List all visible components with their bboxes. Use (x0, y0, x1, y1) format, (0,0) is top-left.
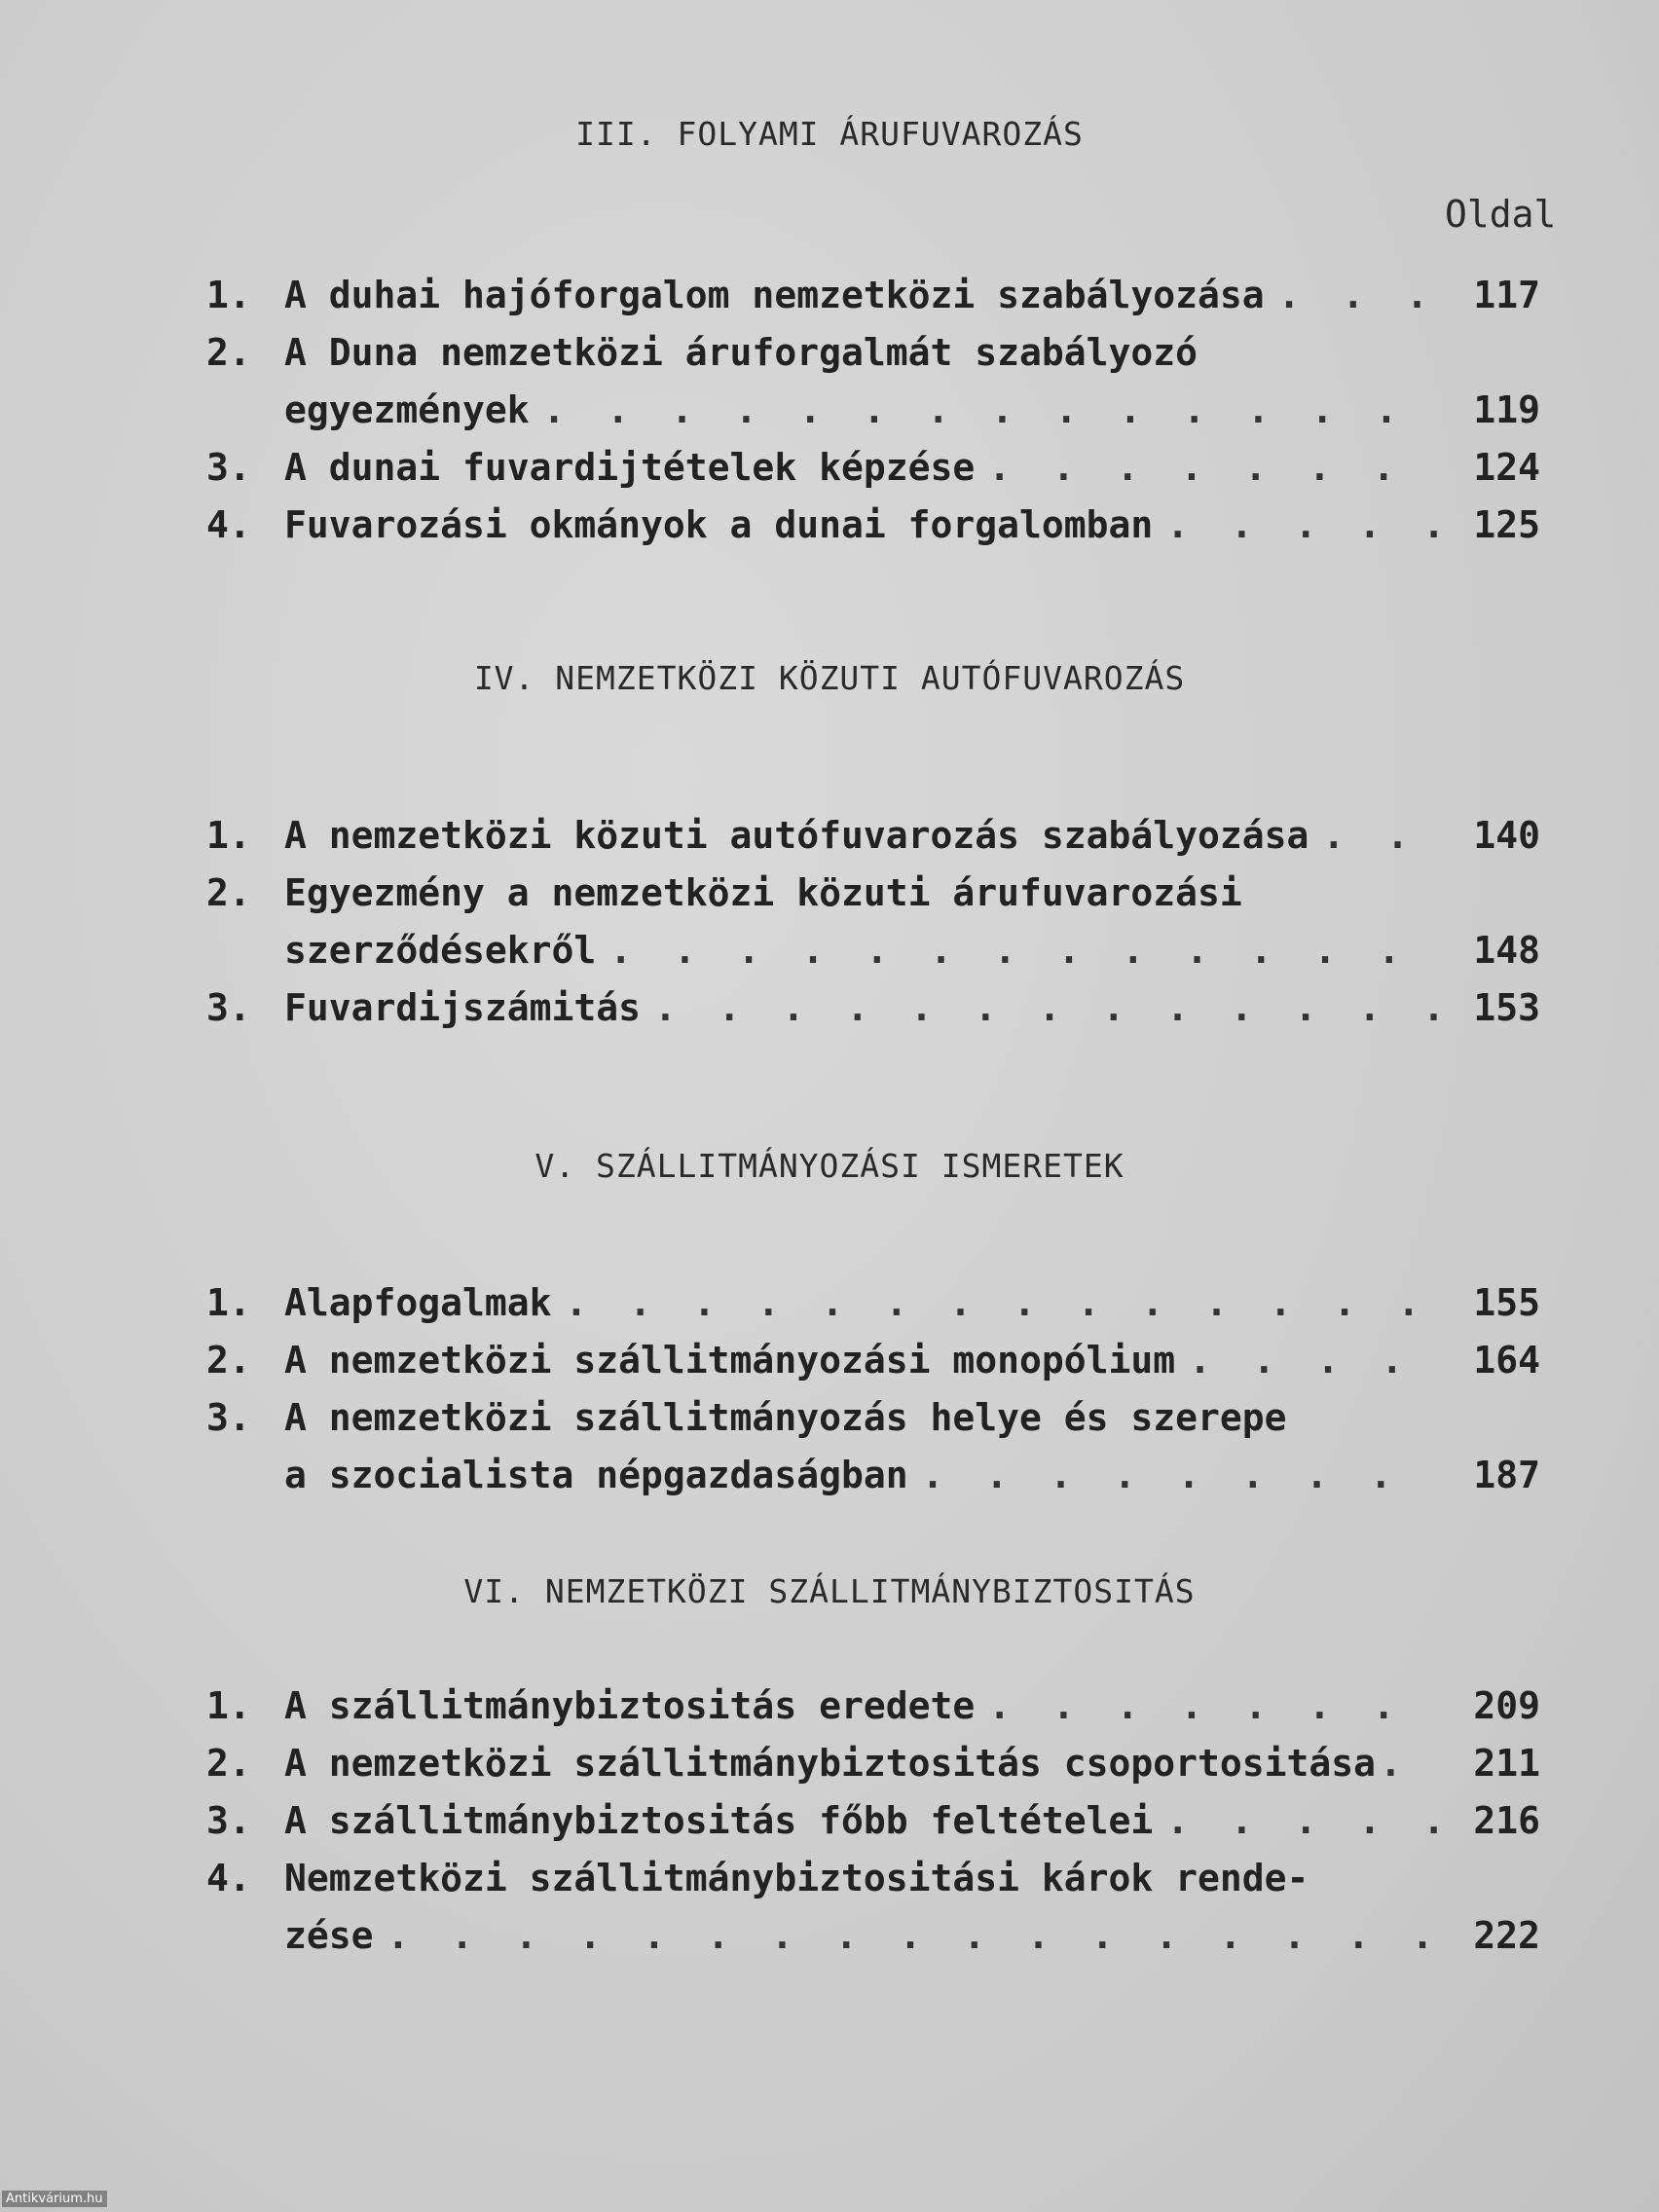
entry-page: 124 (1473, 446, 1540, 489)
entry-number: 1. (206, 1281, 251, 1324)
entry-page: 155 (1473, 1281, 1540, 1324)
dot-leader (1380, 1738, 1449, 1788)
entry-number: 3. (206, 1799, 251, 1842)
page-column-label: Oldal (1445, 193, 1557, 236)
toc-entry (206, 982, 1540, 1033)
entry-page: 211 (1473, 1742, 1540, 1785)
section-heading-iii: III. FOLYAMI ÁRUFUVAROZÁS (575, 115, 1084, 153)
entry-number: 1. (206, 1684, 251, 1727)
dot-leader (609, 925, 1439, 976)
entry-number: 2. (206, 331, 251, 374)
dot-leader (654, 982, 1439, 1033)
entry-number: 3. (206, 446, 251, 489)
dot-leader (1166, 1795, 1439, 1846)
entry-number: 3. (206, 1396, 251, 1439)
dot-leader (566, 1277, 1439, 1328)
dot-leader (1189, 1335, 1439, 1385)
toc-entry (206, 327, 1540, 378)
entry-title: Fuvardijszámitás (284, 986, 642, 1029)
dot-leader (1278, 270, 1439, 320)
entry-title: A szállitmánybiztositás főbb feltételei (284, 1799, 1154, 1842)
section-heading-vi: VI. NEMZETKÖZI SZÁLLITMÁNYBIZTOSITÁS (463, 1572, 1196, 1610)
entry-number: 2. (206, 1742, 251, 1785)
toc-entry (206, 1335, 1540, 1385)
toc-entry (206, 499, 1540, 550)
entry-title: szerződésekről (284, 929, 597, 972)
dot-leader (988, 442, 1439, 493)
entry-title: A duhai hajóforgalom nemzetközi szabályozása (284, 274, 1265, 316)
entry-title: a szocialista népgazdaságban (284, 1454, 908, 1496)
entry-title: Egyezmény a nemzetközi közuti árufuvarozási (284, 871, 1242, 914)
entry-title: A szállitmánybiztositás eredete (284, 1684, 976, 1727)
entry-title: egyezmények (284, 388, 530, 431)
toc-entry (206, 1392, 1540, 1443)
entry-number: 1. (206, 814, 251, 857)
dot-leader (1322, 810, 1439, 861)
entry-title: A dunai fuvardijtételek képzése (284, 446, 976, 489)
toc-entry (206, 1853, 1540, 1903)
toc-entry (206, 1738, 1540, 1788)
toc-entry (206, 867, 1540, 918)
entry-page: 164 (1473, 1339, 1540, 1382)
entry-page: 153 (1473, 986, 1540, 1029)
entry-number: 2. (206, 1339, 251, 1382)
dot-leader (988, 1680, 1439, 1731)
section-heading-iv: IV. NEMZETKÖZI KÖZUTI AUTÓFUVAROZÁS (473, 659, 1186, 697)
entry-title: Fuvarozási okmányok a dunai forgalomban (284, 503, 1154, 546)
toc-entry (206, 1795, 1540, 1846)
toc-entry (206, 1680, 1540, 1731)
entry-title: A nemzetközi szállitmányozás helye és szerepe (284, 1396, 1287, 1439)
entry-number: 2. (206, 871, 251, 914)
toc-entry (206, 442, 1540, 493)
entry-page: 187 (1473, 1454, 1540, 1496)
entry-number: 4. (206, 1857, 251, 1899)
toc-entry (206, 1277, 1540, 1328)
dot-leader (387, 1910, 1439, 1961)
toc-entry (206, 270, 1540, 320)
entry-title: A Duna nemzetközi áruforgalmát szabályozó (284, 331, 1198, 374)
entry-page: 222 (1473, 1914, 1540, 1957)
dot-leader (1166, 499, 1439, 550)
toc-entry-continuation (284, 385, 1540, 435)
section-heading-v: V. SZÁLLITMÁNYOZÁSI ISMERETEK (535, 1147, 1124, 1185)
toc-entry (206, 810, 1540, 861)
entry-title: Alapfogalmak (284, 1281, 552, 1324)
entry-title: zése (284, 1914, 374, 1957)
toc-entry-continuation (284, 1450, 1540, 1500)
entry-page: 119 (1473, 388, 1540, 431)
entry-title: Nemzetközi szállitmánybiztositási károk rende- (284, 1857, 1309, 1899)
entry-title: A nemzetközi szállitmánybiztositás csoportositása (284, 1742, 1377, 1785)
entry-number: 4. (206, 503, 251, 546)
entry-page: 216 (1473, 1799, 1540, 1842)
toc-entry-continuation (284, 1910, 1540, 1961)
entry-title: A nemzetközi közuti autófuvarozás szabályozása (284, 814, 1309, 857)
entry-number: 1. (206, 274, 251, 316)
entry-page: 148 (1473, 929, 1540, 972)
dot-leader (922, 1450, 1439, 1500)
toc-entry-continuation (284, 925, 1540, 976)
entry-number: 3. (206, 986, 251, 1029)
entry-page: 117 (1473, 274, 1540, 316)
entry-page: 140 (1473, 814, 1540, 857)
entry-page: 125 (1473, 503, 1540, 546)
entry-title: A nemzetközi szállitmányozási monopólium (284, 1339, 1176, 1382)
watermark: Antikvárium.hu (2, 2191, 107, 2207)
dot-leader (543, 385, 1439, 435)
entry-page: 209 (1473, 1684, 1540, 1727)
